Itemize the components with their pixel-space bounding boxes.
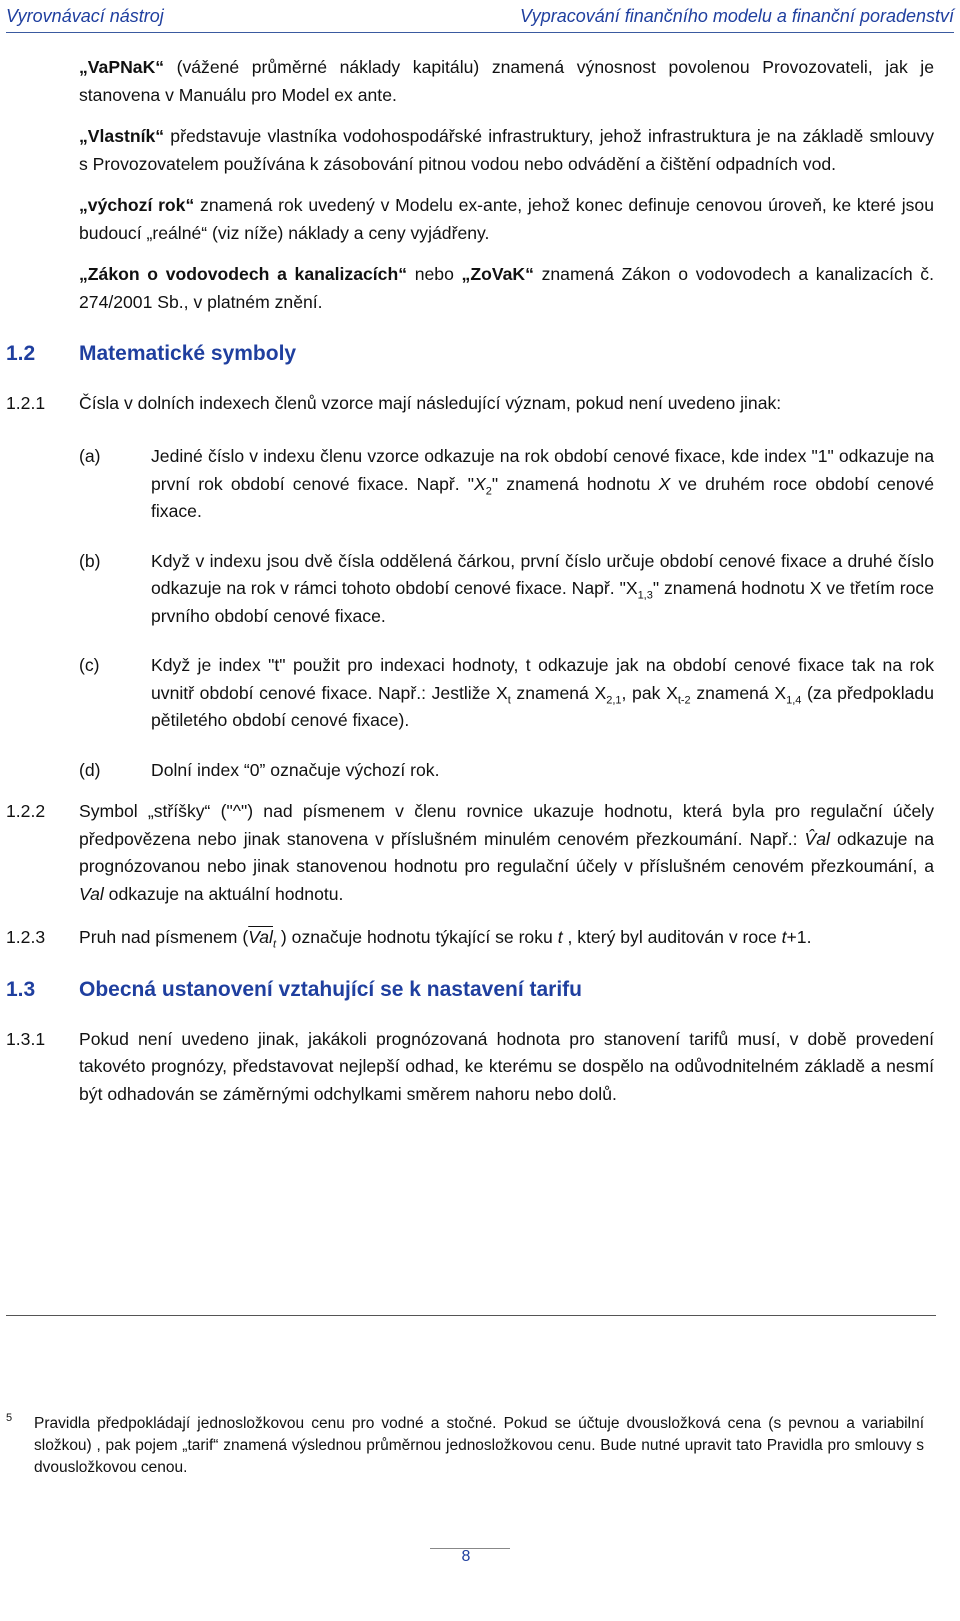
section-heading-1-2: 1.2 Matematické symboly xyxy=(6,342,297,365)
item-1-2-3: 1.2.3 Pruh nad písmenem ($\overline{Val}_t$ ) označuje hodnotu týkající se roku t , který byl auditován v roce t+1. xyxy=(6,927,812,951)
page-number: 8 xyxy=(461,1548,471,1565)
header-left-title: Vyrovnávací nástroj xyxy=(6,6,164,26)
item-1-2-2: 1.2.2 Symbol „stříšky“ ("^") nad písmenem v členu rovnice ukazuje hodnotu, která byla pro regulační účely předpovězena nebo jinak stanovena v příslušném minulém cenovém přezkoumání. Např.: V̂al odkazuje na prognózovanou nebo jinak stanovenou hodnotu pro regulační účely v příslušném cenovém přezkoumání, a Val odkazuje na aktuální hodnotu. xyxy=(6,801,934,904)
footnote-text: Pravidla předpokládají jednosložkovou cenu pro vodné a stočné. Pokud se účtuje dvousložková cena (s pevnou a variabilní složkou) , pak pojem „tarif“ znamená výslednou průměrnou jednosložkovou cenu. Bude nutné upravit tato Pravidla pro smlouvy s dvousložkovou cenou. xyxy=(34,1415,924,1476)
header-right-title: Vypracování finančního modelu a finanční poradenství xyxy=(520,6,954,26)
definition-vapnak: „VaPNaK“ (vážené průměrné náklady kapitálu) znamená výnosnost povolenou Provozovateli, jak je stanovena v Manuálu pro Model ex ante. xyxy=(79,57,934,105)
footnote-divider xyxy=(6,1315,936,1316)
page-header xyxy=(6,6,954,33)
subitem-b: (b) Když v indexu jsou dvě čísla oddělená čárkou, první číslo určuje období cenové fixace a druhé číslo odkazuje na rok v rámci tohoto období cenové fixace. Např. "$X_{1,3}$" znamená hodnotu X ve třetím roce prvního období cenové fixace. xyxy=(79,550,934,626)
subitem-a: (a) Jediné číslo v indexu členu vzorce odkazuje na rok období cenové fixace, kde index "1" odkazuje na první rok období cenové fixace. Např. "$X_2$" znamená hodnotu X ve druhém roce období cenové fixace. xyxy=(79,446,935,521)
footnote xyxy=(6,1413,924,1479)
footnote-mark: 5 xyxy=(6,1412,13,1424)
definition-vlastnik: „Vlastník“ představuje vlastníka vodohospodářské infrastruktury, jehož infrastruktura je na základě smlouvy s Provozovatelem používána k zásobování pitnou vodou nebo odvádění a čištění odpadních vod. xyxy=(79,126,934,174)
subitem-c: (c) Když je index "t" použit pro indexaci hodnoty, t odkazuje jak na období cenové fixace tak na rok uvnitř období cenové fixace. Např.: Jestliže $X_t$ znamená $X_{2,1}$, pak $X_{t-2}$ znamená $X_{1,4}$ (za předpokladu pětiletého období cenové fixace). xyxy=(79,655,934,730)
subitem-d: (d) Dolní index “0” označuje výchozí rok. xyxy=(79,759,440,780)
definition-vychozi-rok: „výchozí rok“ znamená rok uvedený v Modelu ex-ante, jehož konec definuje cenovou úroveň, ke které jsou budoucí „reálné“ (viz níže) náklady a ceny vyjádřeny. xyxy=(79,195,934,243)
item-1-3-1: 1.3.1 Pokud není uvedeno jinak, jakákoli prognózovaná hodnota pro stanovení tarifů musí, v době provedení takovéto prognózy, představovat nejlepší odhad, ke kterému se dospělo na odůvodnitelném základě a nesmí být odhadován se záměrnými odchylkami směrem nahoru nebo dolů. xyxy=(6,1028,934,1104)
item-1-2-1: 1.2.1 Čísla v dolních indexech členů vzorce mají následující význam, pokud není uvedeno jinak: xyxy=(6,392,782,413)
main-content xyxy=(6,54,935,1122)
definition-zovak: „Zákon o vodovodech a kanalizacích“ nebo „ZoVaK“ znamená Zákon o vodovodech a kanalizacích č. 274/2001 Sb., v platném znění. xyxy=(79,264,934,312)
section-heading-1-3: 1.3 Obecná ustanovení vztahující se k nastavení tarifu xyxy=(6,978,582,1001)
